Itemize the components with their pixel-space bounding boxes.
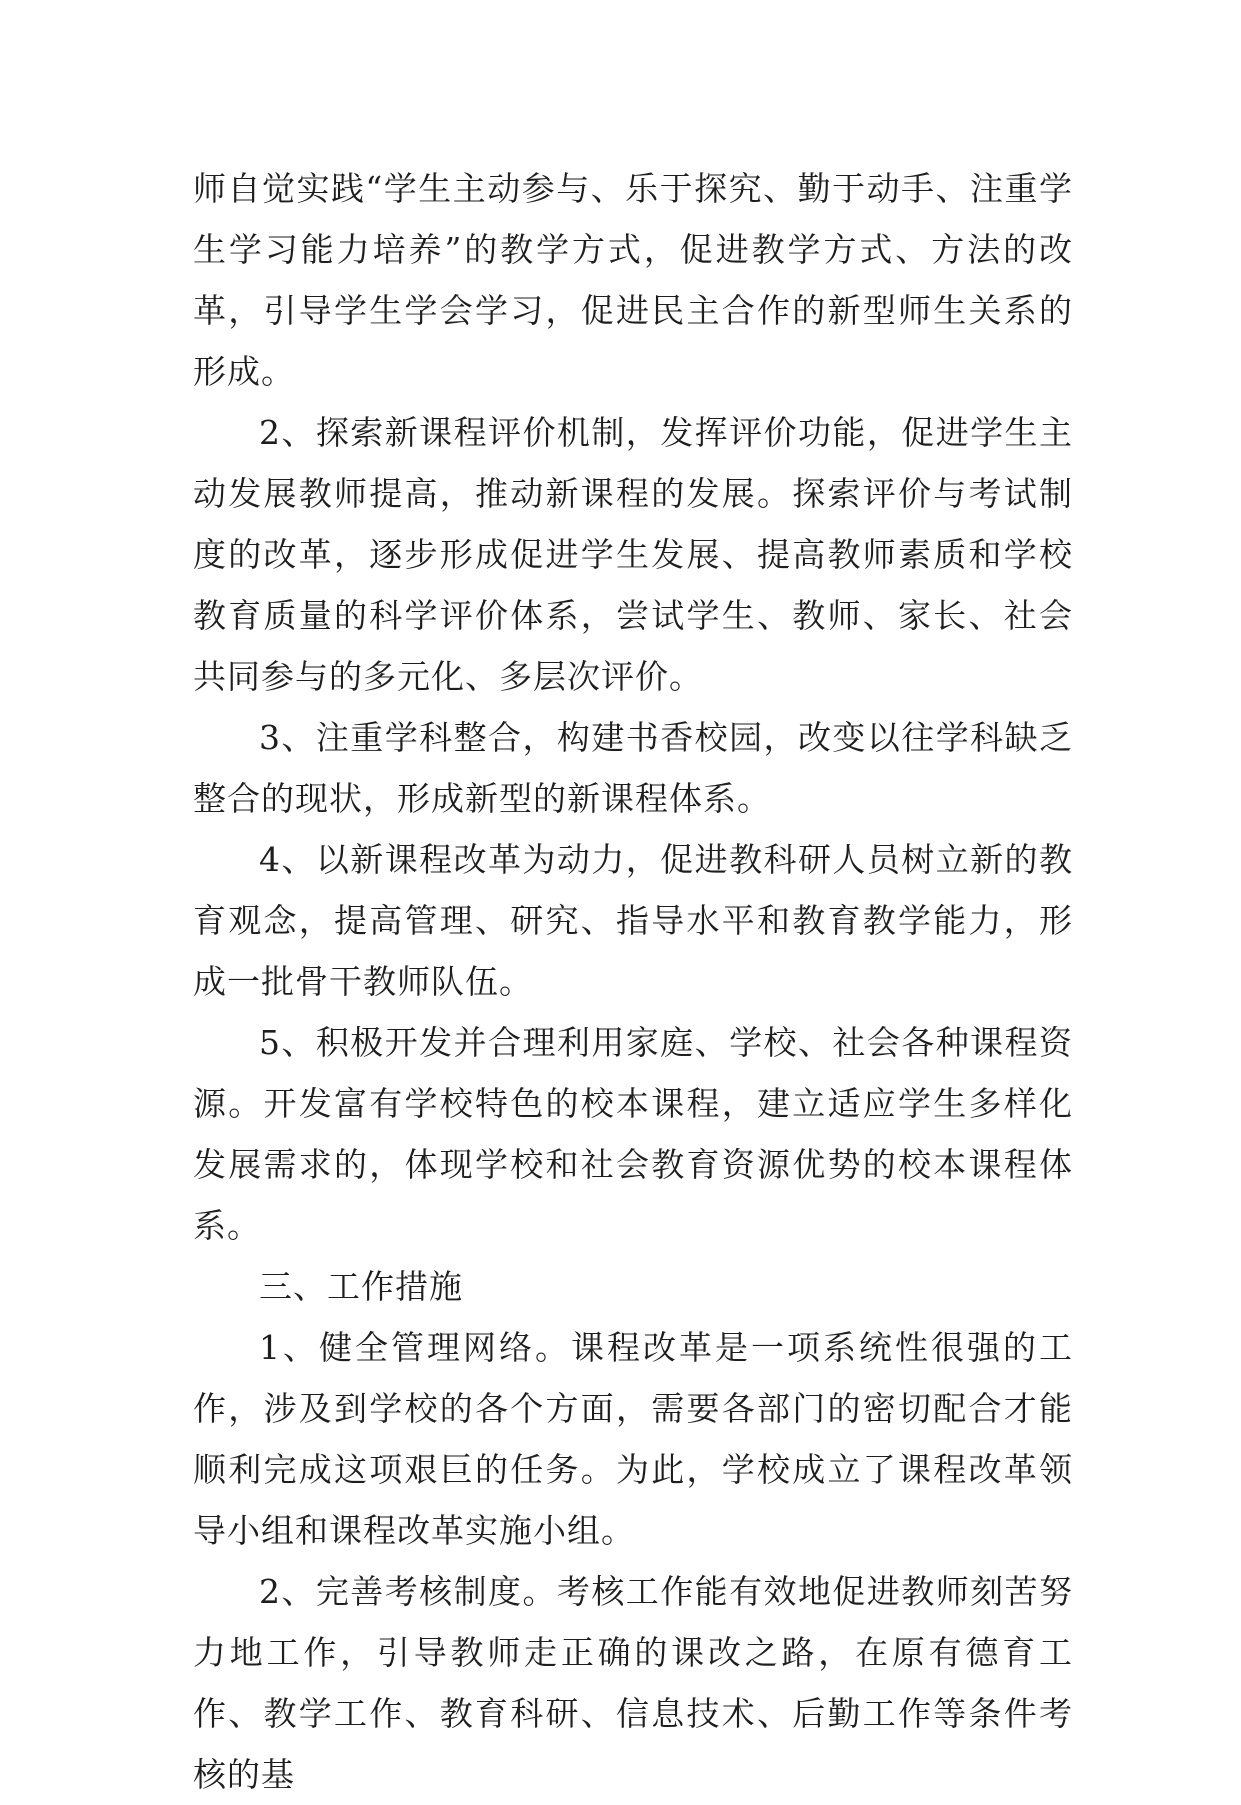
section-heading-measures: 三、工作措施 bbox=[259, 1267, 463, 1306]
paragraph-measure-2-assessment: 2、完善考核制度。考核工作能有效地促进教师刻苦努力地工作，引导教师走正确的课改之路，在原有德育工作、教学工作、教育科研、信息技术、后勤工作等条件考核的基 bbox=[193, 1572, 1073, 1794]
paragraph-measure-1-network: 1、健全管理网络。课程改革是一项系统性很强的工作，涉及到学校的各个方面，需要各部门的密切配合才能顺利完成这项艰巨的任务。为此，学校成立了课程改革领导小组和课程改革实施小组。 bbox=[193, 1328, 1073, 1550]
paragraph-item-3-integration: 3、注重学科整合，构建书香校园，改变以往学科缺乏整合的现状，形成新型的新课程体系。 bbox=[193, 718, 1073, 818]
document-body bbox=[193, 158, 1073, 1805]
paragraph-item-5-resources: 5、积极开发并合理利用家庭、学校、社会各种课程资源。开发富有学校特色的校本课程，建立适应学生多样化发展需求的，体现学校和社会教育资源优势的校本课程体系。 bbox=[193, 1023, 1073, 1245]
paragraph-item-2-evaluation: 2、探索新课程评价机制，发挥评价功能，促进学生主动发展教师提高，推动新课程的发展。探索评价与考试制度的改革，逐步形成促进学生发展、提高教师素质和学校教育质量的科学评价体系，尝试学生、教师、家长、社会共同参与的多元化、多层次评价。 bbox=[193, 413, 1073, 696]
paragraph-continuation: 师自觉实践“学生主动参与、乐于探究、勤于动手、注重学生学习能力培养”的教学方式，促进教学方式、方法的改革，引导学生学会学习，促进民主合作的新型师生关系的形成。 bbox=[193, 169, 1073, 391]
paragraph-item-4-teachers: 4、以新课程改革为动力，促进教科研人员树立新的教育观念，提高管理、研究、指导水平和教育教学能力，形成一批骨干教师队伍。 bbox=[193, 840, 1073, 1001]
